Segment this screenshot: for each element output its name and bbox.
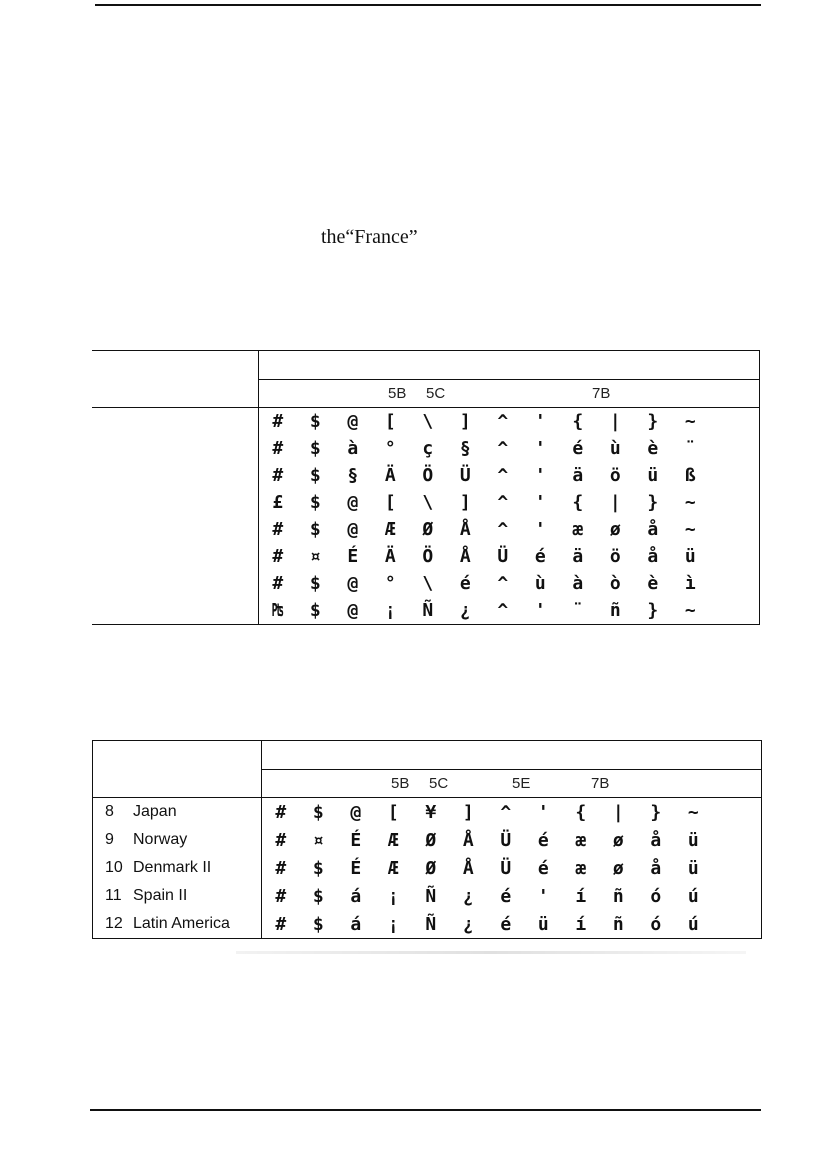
char-cell: ü <box>647 465 659 486</box>
country-name: Japan <box>133 803 177 820</box>
char-cell: $ <box>309 600 321 621</box>
char-cell: @ <box>347 519 359 540</box>
char-cell: ^ <box>497 465 509 486</box>
country-row <box>93 826 261 854</box>
character-set-table-2 <box>92 740 762 939</box>
char-cell: æ <box>575 857 587 879</box>
char-cell: å <box>647 546 659 567</box>
char-cell: @ <box>347 492 359 513</box>
char-cell: ^ <box>497 492 509 513</box>
char-cell: ü <box>684 546 696 567</box>
char-cell: ] <box>459 492 471 513</box>
char-cell: ' <box>534 492 546 513</box>
country-name: Norway <box>133 831 188 848</box>
char-cell: [ <box>384 492 396 513</box>
char-cell: $ <box>309 465 321 486</box>
char-cell: ¤ <box>309 546 321 567</box>
char-cell: å <box>650 829 662 851</box>
char-cell: Ø <box>422 519 434 540</box>
table1-hex-header <box>259 380 760 408</box>
char-cell: ß <box>684 465 696 486</box>
char-cell: í <box>575 913 587 935</box>
char-cell: } <box>647 492 659 513</box>
table1-header-top <box>259 351 760 380</box>
char-cell: ø <box>612 829 624 851</box>
char-cell: Å <box>462 829 474 851</box>
char-cell: \ <box>422 573 434 594</box>
char-cell: é <box>500 885 512 907</box>
char-cell: | <box>609 492 621 513</box>
table2-hex-header <box>262 770 762 798</box>
table1-header-left <box>92 351 259 408</box>
table-row <box>259 516 759 543</box>
char-cell: ^ <box>497 519 509 540</box>
char-cell: Å <box>459 519 471 540</box>
char-cell: | <box>612 801 624 823</box>
char-cell: ] <box>459 411 471 432</box>
table1-country-column <box>92 408 259 625</box>
table-row <box>259 570 759 597</box>
char-cell: ~ <box>684 519 696 540</box>
char-cell: $ <box>312 857 324 879</box>
table-row <box>259 597 759 624</box>
char-cell: Ü <box>500 857 512 879</box>
char-cell: ò <box>609 573 621 594</box>
char-cell: # <box>272 546 284 567</box>
char-cell: # <box>272 519 284 540</box>
char-cell: { <box>572 411 584 432</box>
bottom-rule <box>90 1109 761 1111</box>
char-cell: ' <box>537 801 549 823</box>
char-cell: ¥ <box>425 801 437 823</box>
char-cell: Å <box>459 546 471 567</box>
char-cell: } <box>650 801 662 823</box>
char-cell: ° <box>384 573 396 594</box>
char-cell: É <box>350 829 362 851</box>
char-cell: ' <box>534 438 546 459</box>
country-row <box>93 798 261 826</box>
char-cell: [ <box>384 411 396 432</box>
char-cell: ₧ <box>272 600 284 621</box>
char-cell: ^ <box>497 411 509 432</box>
char-cell: § <box>347 465 359 486</box>
char-cell: é <box>572 438 584 459</box>
character-set-table-1 <box>92 350 760 625</box>
char-cell: ' <box>534 600 546 621</box>
char-cell: Ø <box>425 829 437 851</box>
table1-char-grid <box>259 408 760 625</box>
char-cell: # <box>275 801 287 823</box>
char-cell: ' <box>537 885 549 907</box>
char-cell: ó <box>650 913 662 935</box>
char-cell: ^ <box>497 600 509 621</box>
char-cell: $ <box>312 913 324 935</box>
table-row <box>262 882 761 910</box>
char-cell: ¡ <box>387 885 399 907</box>
char-cell: ä <box>572 465 584 486</box>
char-cell: ñ <box>612 913 624 935</box>
char-cell: é <box>537 829 549 851</box>
char-cell: $ <box>312 801 324 823</box>
char-cell: ñ <box>612 885 624 907</box>
char-cell: à <box>572 573 584 594</box>
country-number: 9 <box>105 831 114 848</box>
char-cell: Ü <box>459 465 471 486</box>
char-cell: ö <box>609 465 621 486</box>
body-text-fragment: the“France” <box>321 226 418 248</box>
char-cell: | <box>609 411 621 432</box>
char-cell: è <box>647 573 659 594</box>
hex-label-7b: 7B <box>592 385 611 402</box>
scan-artifact <box>236 951 746 954</box>
char-cell: ó <box>650 885 662 907</box>
char-cell: ] <box>462 801 474 823</box>
char-cell: ü <box>687 857 699 879</box>
country-number: 10 <box>105 859 123 876</box>
char-cell: ö <box>609 546 621 567</box>
country-name: Latin America <box>133 915 230 932</box>
table-row <box>259 543 759 570</box>
char-cell: ~ <box>687 801 699 823</box>
hex-label-5c: 5C <box>426 385 446 402</box>
table2-header-left <box>93 741 262 798</box>
char-cell: é <box>459 573 471 594</box>
char-cell: ' <box>534 411 546 432</box>
char-cell: ~ <box>684 600 696 621</box>
char-cell: { <box>572 492 584 513</box>
char-cell: } <box>647 600 659 621</box>
char-cell: # <box>272 438 284 459</box>
char-cell: ç <box>422 438 434 459</box>
country-number: 12 <box>105 915 123 932</box>
table-row <box>259 408 759 435</box>
char-cell: å <box>647 519 659 540</box>
char-cell: @ <box>350 801 362 823</box>
char-cell: ú <box>687 913 699 935</box>
char-cell: ü <box>537 913 549 935</box>
char-cell: # <box>275 829 287 851</box>
char-cell: # <box>275 885 287 907</box>
country-number: 8 <box>105 803 114 820</box>
char-cell: # <box>275 913 287 935</box>
char-cell: $ <box>309 492 321 513</box>
table-row <box>259 435 759 462</box>
country-row <box>93 882 261 910</box>
char-cell: ø <box>612 857 624 879</box>
char-cell: $ <box>309 411 321 432</box>
char-cell: è <box>647 438 659 459</box>
char-cell: É <box>350 857 362 879</box>
table-row <box>262 798 761 826</box>
table-row <box>259 462 759 489</box>
char-cell: Ñ <box>425 885 437 907</box>
char-cell: ü <box>687 829 699 851</box>
country-row <box>93 854 261 882</box>
char-cell: ú <box>687 885 699 907</box>
char-cell: å <box>650 857 662 879</box>
table-row <box>262 854 761 882</box>
char-cell: Ä <box>384 546 396 567</box>
char-cell: à <box>347 438 359 459</box>
char-cell: é <box>534 546 546 567</box>
char-cell: @ <box>347 600 359 621</box>
char-cell: Ø <box>425 857 437 879</box>
char-cell: $ <box>309 438 321 459</box>
hex-label-5e: 5E <box>512 775 531 792</box>
char-cell: É <box>347 546 359 567</box>
char-cell: ¡ <box>387 913 399 935</box>
hex-label-5c: 5C <box>429 775 449 792</box>
char-cell: é <box>537 857 549 879</box>
char-cell: ù <box>609 438 621 459</box>
char-cell: ä <box>572 546 584 567</box>
char-cell: @ <box>347 573 359 594</box>
char-cell: § <box>459 438 471 459</box>
char-cell: ^ <box>497 438 509 459</box>
hex-label-7b: 7B <box>591 775 610 792</box>
char-cell: [ <box>387 801 399 823</box>
char-cell: $ <box>312 885 324 907</box>
char-cell: Å <box>462 857 474 879</box>
char-cell: ¨ <box>684 438 696 459</box>
country-name: Spain II <box>133 887 188 904</box>
char-cell: } <box>647 411 659 432</box>
char-cell: ' <box>534 465 546 486</box>
char-cell: é <box>500 913 512 935</box>
char-cell: Æ <box>384 519 396 540</box>
char-cell: í <box>575 885 587 907</box>
char-cell: ¿ <box>462 885 474 907</box>
table-row <box>262 826 761 854</box>
char-cell: ¨ <box>572 600 584 621</box>
char-cell: @ <box>347 411 359 432</box>
char-cell: $ <box>309 573 321 594</box>
char-cell: # <box>272 573 284 594</box>
char-cell: æ <box>575 829 587 851</box>
char-cell: Ö <box>422 546 434 567</box>
char-cell: ^ <box>497 573 509 594</box>
char-cell: # <box>275 857 287 879</box>
hex-label-5b: 5B <box>388 385 407 402</box>
hex-label-5b: 5B <box>391 775 410 792</box>
char-cell: Ü <box>500 829 512 851</box>
country-number: 11 <box>105 887 122 904</box>
table2-char-grid <box>262 798 762 939</box>
char-cell: æ <box>572 519 584 540</box>
char-cell: ñ <box>609 600 621 621</box>
char-cell: $ <box>309 519 321 540</box>
char-cell: \ <box>422 492 434 513</box>
char-cell: Æ <box>387 857 399 879</box>
char-cell: ~ <box>684 492 696 513</box>
char-cell: Ä <box>384 465 396 486</box>
country-name: Denmark II <box>133 859 212 876</box>
table2-header-top <box>262 741 762 770</box>
char-cell: \ <box>422 411 434 432</box>
table-row <box>259 489 759 516</box>
char-cell: ~ <box>684 411 696 432</box>
char-cell: ^ <box>500 801 512 823</box>
table-row <box>262 910 761 938</box>
char-cell: ù <box>534 573 546 594</box>
char-cell: Æ <box>387 829 399 851</box>
char-cell: Ñ <box>425 913 437 935</box>
char-cell: ¿ <box>459 600 471 621</box>
char-cell: ° <box>384 438 396 459</box>
char-cell: ' <box>534 519 546 540</box>
char-cell: ¤ <box>312 829 324 851</box>
char-cell: Ö <box>422 465 434 486</box>
char-cell: Ü <box>497 546 509 567</box>
table2-country-column <box>93 798 262 939</box>
char-cell: { <box>575 801 587 823</box>
country-row <box>93 910 261 938</box>
top-rule <box>95 4 761 6</box>
char-cell: ì <box>684 573 696 594</box>
char-cell: á <box>350 885 362 907</box>
char-cell: á <box>350 913 362 935</box>
char-cell: Ñ <box>422 600 434 621</box>
char-cell: ¿ <box>462 913 474 935</box>
char-cell: £ <box>272 492 284 513</box>
char-cell: # <box>272 411 284 432</box>
char-cell: # <box>272 465 284 486</box>
char-cell: ø <box>609 519 621 540</box>
char-cell: ¡ <box>384 600 396 621</box>
